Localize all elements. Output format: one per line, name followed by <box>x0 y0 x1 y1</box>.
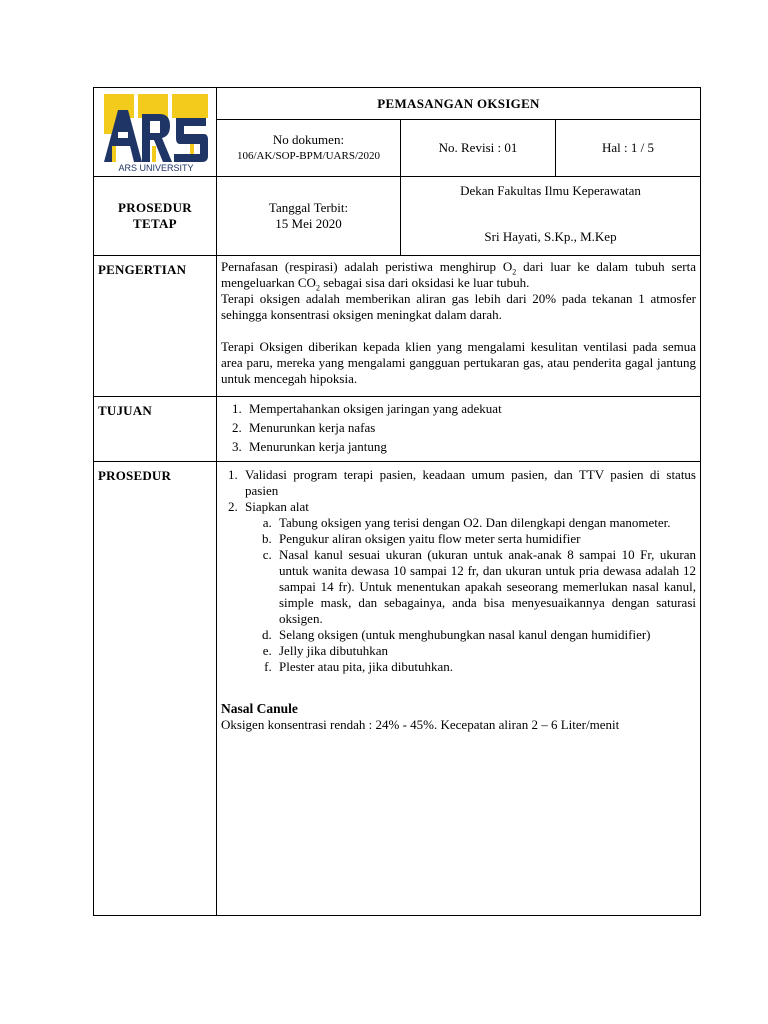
penetap-cell <box>401 177 701 256</box>
list-item: 1. Mempertahankan oksigen jaringan yang adekuat <box>245 401 696 417</box>
list-item: b. Pengukur aliran oksigen yaitu flow meter serta humidifier <box>275 531 696 547</box>
no-revisi: No. Revisi : 01 <box>401 120 556 177</box>
tujuan-content <box>217 397 701 462</box>
list-item: a. Tabung oksigen yang terisi dengan O2. Dan dilengkapi dengan manometer. <box>275 515 696 531</box>
pengertian-paragraph-1: Pernafasan (respirasi) adalah peristiwa menghirup $O_2$ dari luar ke dalam tubuh serta mengeluarkan $CO_2$ sebagai sisa dari oksidasi ke luar tubuh. <box>221 259 697 293</box>
tetap-label: TETAP <box>133 216 177 231</box>
nasal-canule-title: Nasal Canule <box>221 701 298 716</box>
list-item: 3. Menurunkan kerja jantung <box>245 439 696 455</box>
university-logo <box>94 88 215 172</box>
no-dokumen-cell <box>217 120 401 177</box>
pengertian-label: PENGERTIAN <box>94 256 217 397</box>
no-dokumen-value: 106/AK/SOP-BPM/UARS/2020 <box>236 150 381 163</box>
prosedur-step-2-label: Siapkan alat <box>245 499 309 514</box>
tujuan-label: TUJUAN <box>94 397 217 462</box>
tanggal-terbit-value: 15 Mei 2020 <box>275 216 342 231</box>
prosedur-label: PROSEDUR <box>118 200 192 215</box>
prosedur-step-1: 1. Validasi program terapi pasien, keadaan umum pasien, dan TTV pasien di status pasien <box>241 467 696 499</box>
logo-cell <box>94 88 217 177</box>
sop-document <box>93 87 700 916</box>
tanggal-terbit-cell <box>217 177 401 256</box>
svg-text:ARS UNIVERSITY: ARS UNIVERSITY <box>118 163 194 172</box>
penetap-nama: Sri Hayati, S.Kp., M.Kep <box>484 229 617 244</box>
nasal-canule-text: Oksigen konsentrasi rendah : 24% - 45%. Kecepatan aliran 2 – 6 Liter/menit <box>221 717 620 732</box>
prosedur-step-2 <box>241 499 696 675</box>
prosedur-label: PROSEDUR <box>94 462 217 916</box>
list-item: 2. Menurunkan kerja nafas <box>245 420 696 436</box>
pengertian-content <box>217 256 701 397</box>
list-item: c. Nasal kanul sesuai ukuran (ukuran untuk anak-anak 8 sampai 10 Fr, ukuran untuk wanita dewasa 10 sampai 12 fr, dan ukuran untuk pria dewasa adalah 12 sampai 14 fr). Untuk menentukan apakah seseorang memerlukan nasal kanul, simple mask, dan sebagainya, anda bisa menyesuaikannya dengan saturasi oksigen. <box>275 547 696 627</box>
list-item: f. Plester atau pita, jika dibutuhkan. <box>275 659 696 675</box>
halaman: Hal : 1 / 5 <box>556 120 701 177</box>
pengertian-paragraph-2: Terapi oksigen adalah memberikan aliran gas lebih dari 20% pada tekanan 1 atmosfer sehingga konsentrasi oksigen meningkat dalam darah. <box>221 291 696 322</box>
document-title: PEMASANGAN OKSIGEN <box>217 88 701 120</box>
tujuan-list <box>221 401 696 455</box>
tanggal-terbit-label: Tanggal Terbit: <box>268 200 349 215</box>
list-item: e. Jelly jika dibutuhkan <box>275 643 696 659</box>
penetap-jabatan: Dekan Fakultas Ilmu Keperawatan <box>460 183 641 198</box>
sop-table <box>93 87 701 916</box>
list-item: d. Selang oksigen (untuk menghubungkan nasal kanul dengan humidifier) <box>275 627 696 643</box>
alat-list <box>245 515 696 675</box>
pengertian-paragraph-3: Terapi Oksigen diberikan kepada klien yang mengalami kesulitan ventilasi pada semua area paru, mereka yang mengalami gangguan pertukaran gas, atau penderita gagal jantung untuk mencegah hipoksia. <box>221 339 696 386</box>
prosedur-tetap-label <box>94 177 217 256</box>
prosedur-content <box>217 462 701 916</box>
no-dokumen-label: No dokumen: <box>272 132 345 148</box>
prosedur-steps <box>221 467 696 675</box>
